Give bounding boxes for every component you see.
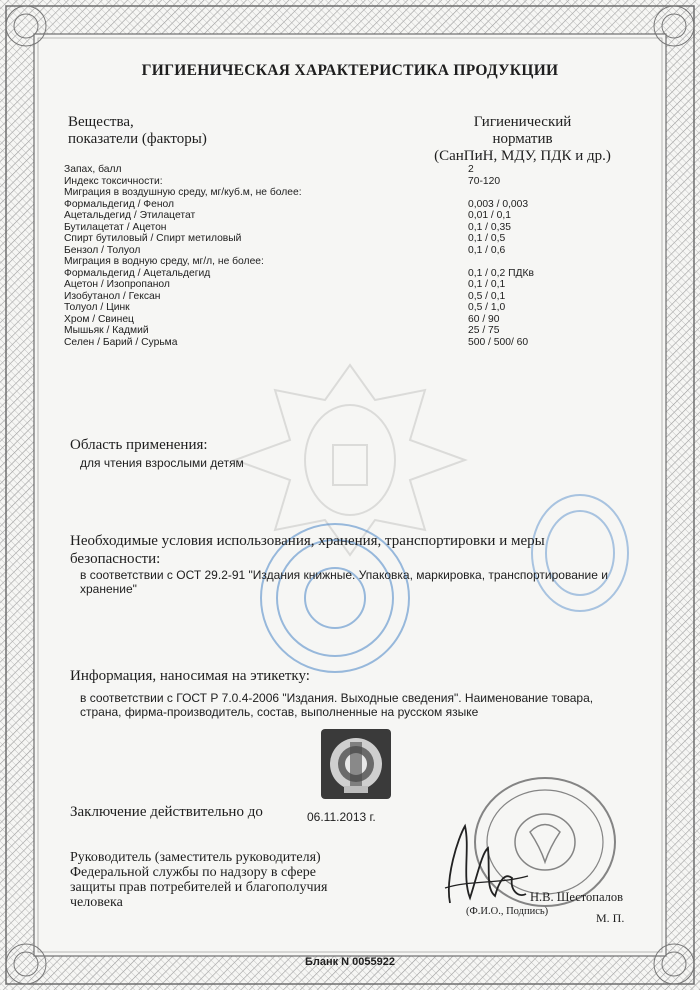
header-substances-line1: Вещества, xyxy=(68,114,134,130)
indicator-value xyxy=(468,187,618,199)
indicator-value: 2 xyxy=(468,164,474,175)
scope-text: для чтения взрослыми детям xyxy=(80,456,244,470)
head-block xyxy=(70,850,327,910)
header-norm-line3: (СанПиН, МДУ, ПДК и др.) xyxy=(434,148,611,164)
indicator-value: 70-120 xyxy=(468,175,501,187)
indicator-name: Селен / Барий / Сурьма xyxy=(64,336,178,348)
indicator-value: 60 / 90 xyxy=(468,313,500,325)
conditions-heading-line2: безопасности: xyxy=(70,551,161,567)
hologram-sticker xyxy=(320,728,392,800)
indicator-name: Формальдегид / Ацетальдегид xyxy=(64,267,211,279)
indicator-name: Миграция в водную среду, мг/л, не более: xyxy=(64,256,264,267)
header-norm xyxy=(400,114,645,165)
indicator-value: 0,5 / 0,1 xyxy=(468,290,506,302)
indicator-names xyxy=(64,164,464,348)
indicator-value: 0,1 / 0,2 ПДКв xyxy=(468,267,534,279)
header-substances-line2: показатели (факторы) xyxy=(68,131,207,147)
document-title: ГИГИЕНИЧЕСКАЯ ХАРАКТЕРИСТИКА ПРОДУКЦИИ xyxy=(141,62,559,79)
seal-place: М. П. xyxy=(596,911,625,925)
indicator-name: Хром / Свинец xyxy=(64,313,134,325)
indicator-name: Ацетон / Изопропанол xyxy=(64,279,170,290)
label-text-line1: в соответствии с ГОСТ Р 7.0.4-2006 "Издания. Выходные сведения". Наименование товара, xyxy=(80,691,594,705)
head-block-line3: защиты прав потребителей и благополучия xyxy=(70,880,328,895)
indicator-value: 0,1 / 0,5 xyxy=(468,233,506,244)
conclusion-date: 06.11.2013 г. xyxy=(307,810,376,824)
header-norm-line1: Гигиенический xyxy=(473,114,572,130)
indicator-value: 0,1 / 0,1 xyxy=(468,279,506,290)
form-number: Бланк N 0055922 xyxy=(304,956,396,968)
indicator-name: Спирт бутиловый / Спирт метиловый xyxy=(64,233,242,244)
indicator-value: 0,1 / 0,6 xyxy=(468,244,506,256)
indicator-name: Бензол / Толуол xyxy=(64,244,141,256)
label-text-line2: страна, фирма-производитель, состав, выполненные на русском языке xyxy=(80,705,479,719)
header-substances xyxy=(68,114,207,148)
indicator-name: Миграция в воздушную среду, мг/куб.м, не более: xyxy=(64,187,302,198)
indicator-values xyxy=(468,164,618,348)
indicator-name: Толуол / Цинк xyxy=(64,302,130,313)
indicator-name: Мышьяк / Кадмий xyxy=(64,325,149,336)
indicator-name: Изобутанол / Гексан xyxy=(64,290,161,302)
sign-caption: (Ф.И.О., Подпись) xyxy=(466,906,549,917)
conditions-heading-line1: Необходимые условия использования, хранения, транспортировки и меры xyxy=(70,533,545,549)
indicator-value: 25 / 75 xyxy=(468,325,500,336)
head-block-line4: человека xyxy=(70,895,123,910)
indicator-name: Запах, балл xyxy=(64,164,122,175)
conditions-heading xyxy=(70,532,545,568)
scope-heading: Область применения: xyxy=(70,437,208,453)
indicator-name: Ацетальдегид / Этилацетат xyxy=(64,210,196,221)
label-text xyxy=(80,691,593,719)
indicator-value: 500 / 500/ 60 xyxy=(468,336,529,348)
indicator-value: 0,003 / 0,003 xyxy=(468,198,529,210)
indicator-name: Бутилацетат / Ацетон xyxy=(64,221,167,233)
head-block-line2: Федеральной службы по надзору в сфере xyxy=(70,865,316,880)
indicator-value xyxy=(468,256,618,268)
conclusion-label: Заключение действительно до xyxy=(70,804,263,820)
indicator-value: 0,01 / 0,1 xyxy=(468,210,511,221)
label-heading: Информация, наносимая на этикетку: xyxy=(70,668,310,684)
indicator-name: Формальдегид / Фенол xyxy=(64,198,175,210)
signature xyxy=(440,818,530,910)
conditions-text xyxy=(80,568,608,596)
conditions-text-line2: хранение" xyxy=(80,582,137,596)
conditions-text-line1: в соответствии с ОСТ 29.2-91 "Издания книжные. Упаковка, маркировка, транспортирование и xyxy=(80,568,608,582)
indicator-value: 0,5 / 1,0 xyxy=(468,302,506,313)
indicator-name: Индекс токсичности: xyxy=(64,175,163,187)
signer-name: Н.В. Шестопалов xyxy=(530,890,624,904)
head-block-line1: Руководитель (заместитель руководителя) xyxy=(70,850,321,865)
header-norm-line2: норматив xyxy=(492,131,553,147)
indicator-value: 0,1 / 0,35 xyxy=(468,221,511,233)
